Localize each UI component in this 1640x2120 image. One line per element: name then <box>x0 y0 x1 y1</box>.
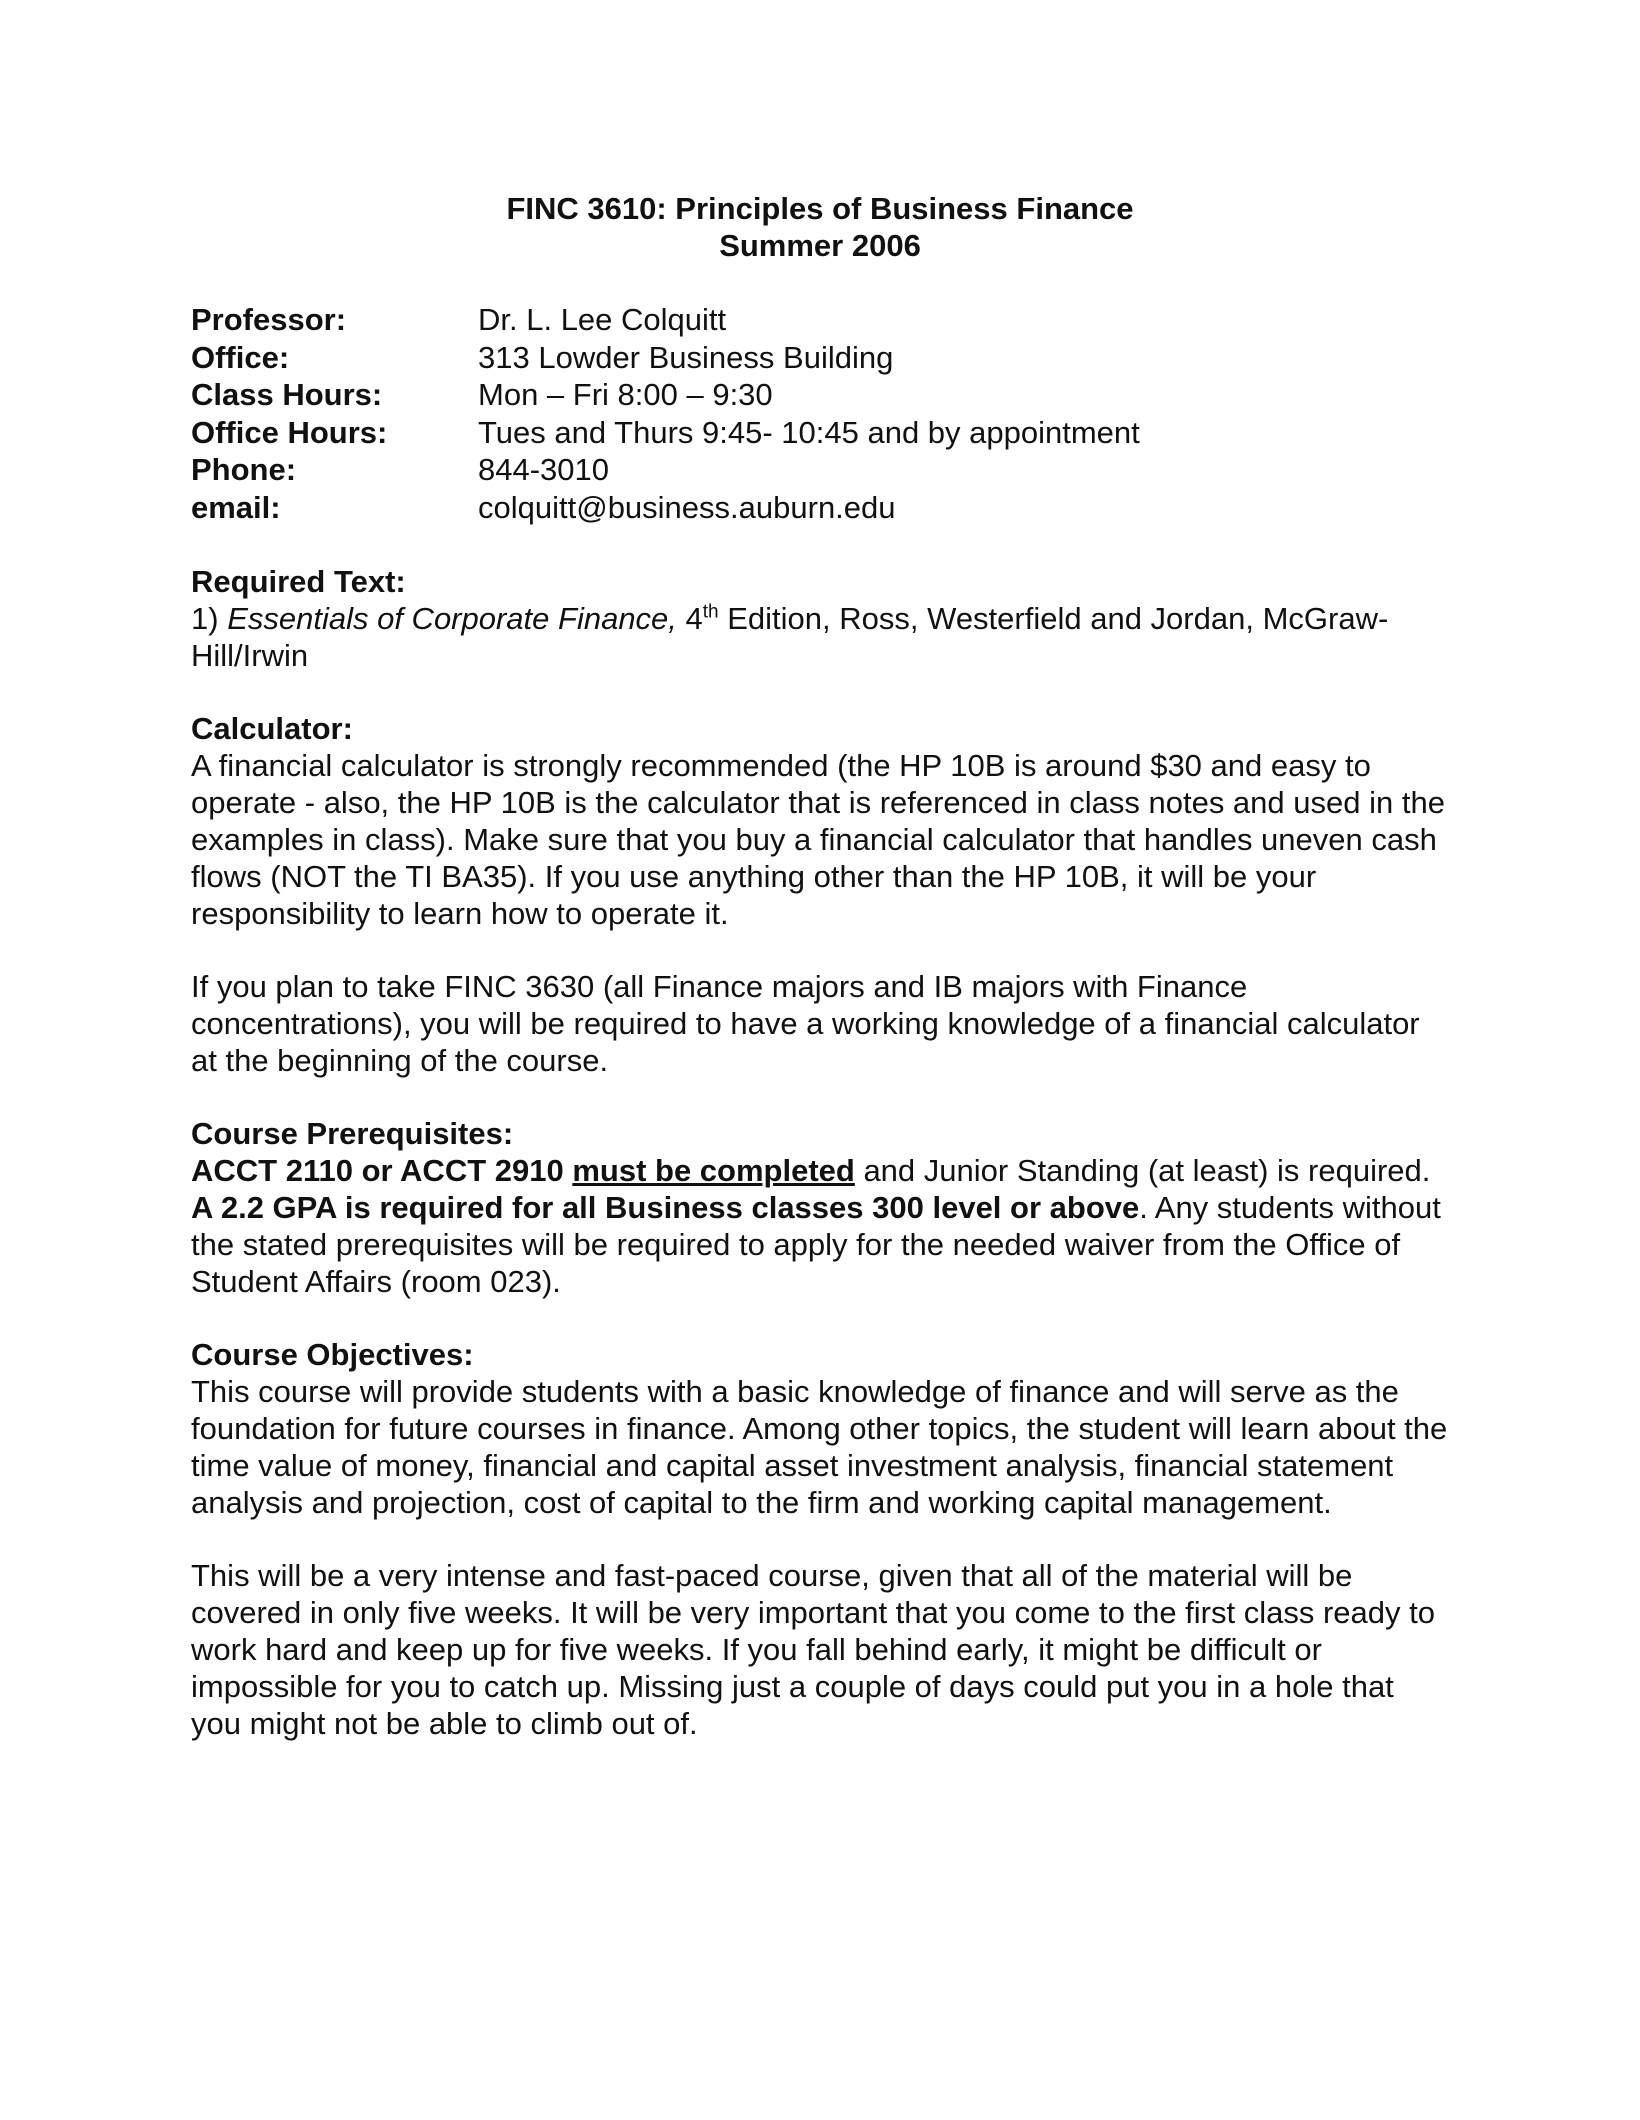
info-row-office-hours <box>191 414 1451 452</box>
info-label: email: <box>191 489 281 525</box>
edition-number: 4 <box>676 600 703 636</box>
info-value: Tues and Thurs 9:45- 10:45 and by appointment <box>478 414 1140 450</box>
syllabus-title <box>253 190 1387 264</box>
course-title: FINC 3610: Principles of Business Finance <box>506 191 1134 226</box>
info-value: 313 Lowder Business Building <box>478 339 894 375</box>
objectives-section <box>191 1336 1451 1742</box>
course-info-table <box>191 301 1451 527</box>
info-row-phone <box>191 451 1451 489</box>
section-heading: Course Prerequisites: <box>191 1115 514 1151</box>
info-label: Phone: <box>191 452 297 488</box>
book-title: Essentials of Corporate Finance, <box>227 600 677 636</box>
objectives-paragraph-1: This course will provide students with a basic knowledge of finance and will serve as the foundation for future courses in finance. Among other topics, the student will learn about the time value of money, financial and capital asset investment analysis, financial statement analysis and projection, cost of capital to the firm and working capital management. <box>191 1373 1448 1520</box>
calculator-section <box>191 710 1451 1079</box>
edition-superscript: th <box>702 601 719 623</box>
required-text-section <box>191 563 1451 674</box>
book-details: Edition, Ross, Westerfield and Jordan, McGraw-Hill/Irwin <box>191 600 1389 673</box>
section-heading: Course Objectives: <box>191 1336 474 1372</box>
info-label: Professor: <box>191 302 347 337</box>
calculator-paragraph-1: A financial calculator is strongly recommended (the HP 10B is around $30 and easy to operate - also, the HP 10B is the calculator that is referenced in class notes and used in the examples in class). Make sure that you buy a financial calculator that handles uneven cash flows (NOT the TI BA35). If you use anything other than the HP 10B, it will be your responsibility to learn how to operate it. <box>191 747 1445 931</box>
info-value: Mon – Fri 8:00 – 9:30 <box>478 377 773 413</box>
info-value: Dr. L. Lee Colquitt <box>478 302 727 337</box>
info-row-professor <box>191 301 1451 339</box>
info-label: Office: <box>191 339 290 375</box>
required-text-entry <box>191 600 1451 674</box>
calculator-paragraph-2: If you plan to take FINC 3630 (all Finance majors and IB majors with Finance concentrations), you will be required to have a working knowledge of a financial calculator at the beginning of the course. <box>191 968 1420 1078</box>
section-heading: Calculator: <box>191 710 353 746</box>
prereq-gpa-requirement: A 2.2 GPA is required for all Business classes 300 level or above <box>191 1189 1140 1225</box>
entry-number: 1) <box>191 600 228 636</box>
info-value: 844-3010 <box>478 452 610 488</box>
prereq-courses: ACCT 2110 or ACCT 2910 <box>191 1152 573 1188</box>
objectives-paragraph-2: This will be a very intense and fast-paced course, given that all of the material will be covered in only five weeks. It will be very important that you come to the first class ready to work hard and keep up for five weeks. If you fall behind early, it might be difficult or impossible for you to catch up. Missing just a couple of days could put you in a hole that you might not be able to climb out of. <box>191 1557 1435 1741</box>
info-label: Office Hours: <box>191 414 388 450</box>
info-row-email <box>191 489 1451 527</box>
section-heading: Required Text: <box>191 563 406 599</box>
prereq-text-2: . Any students without the stated prerequisites will be required to apply for the needed waiver from the Office of Student Affairs (room 023). <box>191 1189 1441 1299</box>
prereq-must-be-completed: must be completed <box>572 1152 855 1188</box>
prereq-text-1: and Junior Standing (at least) is required. <box>854 1152 1431 1188</box>
prerequisites-paragraph <box>191 1152 1451 1300</box>
syllabus-page <box>191 190 1451 1742</box>
info-row-class-hours <box>191 376 1451 414</box>
info-row-office <box>191 339 1451 377</box>
course-term: Summer 2006 <box>719 228 921 263</box>
email-value: colquitt@business.auburn.edu <box>478 489 896 525</box>
prerequisites-section <box>191 1115 1451 1300</box>
info-label: Class Hours: <box>191 377 383 413</box>
